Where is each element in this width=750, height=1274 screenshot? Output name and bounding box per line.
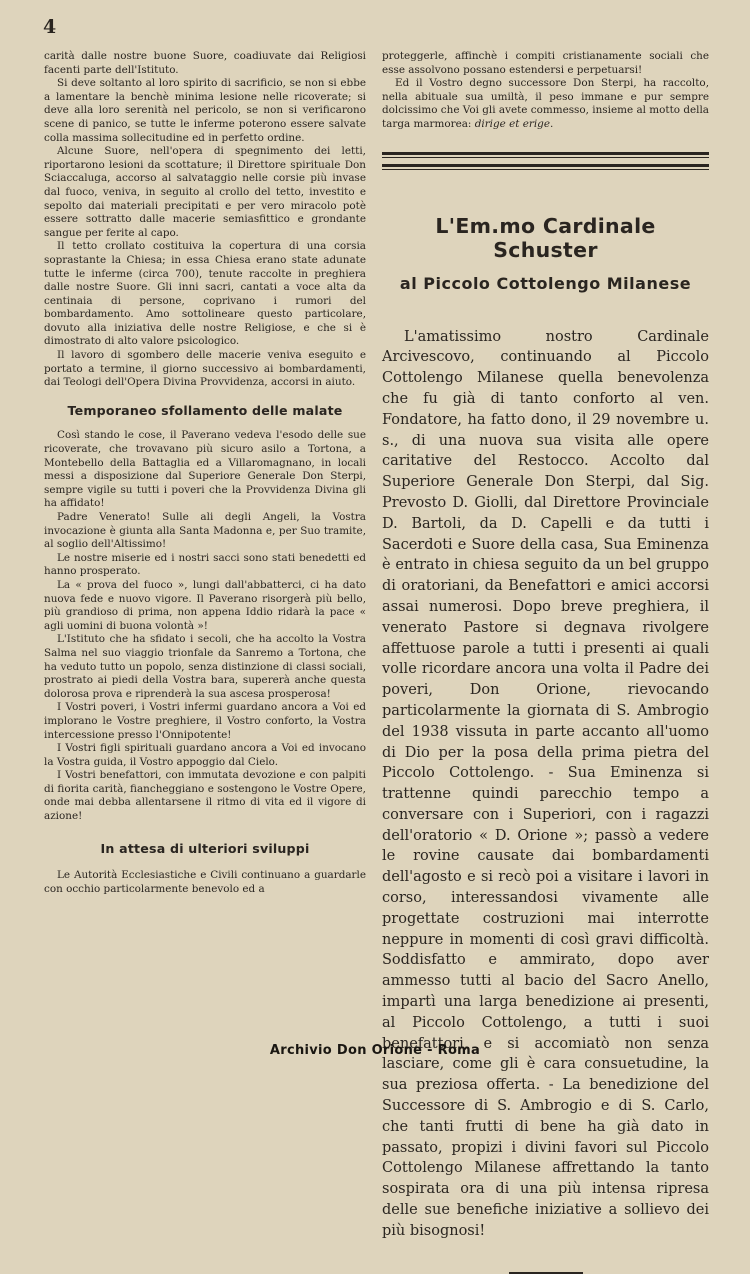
paragraph: Così stando le cose, il Paverano vedeva l'esodo delle sue ricoverate, che trovavano più sicuro asilo a Tortona, a Montebello della Battaglia ed a Villaromagnano, in locali messi a disposizione dal Superiore Generale Don Sterpi, sempre vigile su tutti i poveri che la Provvidenza Divina gli ha affidato! <box>44 429 366 510</box>
paragraph <box>382 77 709 131</box>
closing-text: Ed il Vostro degno successore Don Sterpi, ha raccolto, nella abituale sua umiltà, il peso immane e pur sempre dolcissimo che Voi gli avete commesso, insieme al motto della targa marmorea: <box>382 77 709 130</box>
paragraph: carità dalle nostre buone Suore, coadiuvate dai Religiosi facenti parte dell'Istituto. <box>44 50 366 76</box>
paragraph: Si deve soltanto al loro spirito di sacrificio, se non si ebbe a lamentare la benchè minima lesione nelle ricoverate; si deve alla loro serenità nel pericolo, se non si verificarono scene di panico, se tutte le inferme poterono essere salvate colla massima sollecitudine ed in perfetto ordine. <box>44 77 366 144</box>
article-title: L'Em.mo Cardinale Schuster <box>435 213 656 262</box>
end-rule <box>509 1272 583 1274</box>
paragraph: Il tetto crollato costituiva la copertura di una corsia soprastante la Chiesa; in essa Chiesa erano state adunate tutte le inferme (circa 700), tenute raccolte in preghiera dalle nostre Suore. Gli inni sacri, cantati a voce alta da centinaia di persone, coprivano i rumori del bombardamento. Amo sottolineare questo particolare, dovuto alla iniziativa delle nostre Religiose, e che si è dimostrato di alto valore psicologico. <box>44 240 366 348</box>
paragraph: Padre Venerato! Sulle ali degli Angeli, la Vostra invocazione è giunta alla Santa Madonna e, per Suo tramite, al soglio dell'Altissimo! <box>44 511 366 551</box>
paragraph: L'amatissimo nostro Cardinale Arcivescovo, continuando al Piccolo Cottolengo Milanese quella benevolenza che fu già di tanto conforto al ven. Fondatore, ha fatto dono, il 29 novembre u. s., di una nuova sua visita alle opere caritative del Restocco. Accolto dal Superiore Generale Don Sterpi, dal Sig. Prevosto D. Giolli, dal Direttore Provinciale D. Bartoli, da D. Capelli e da tutti i Sacerdoti e Suore della casa, Sua Eminenza è entrato in chiesa seguito da un bel gruppo di oratoriani, da Benefattori e amici accorsi assai numerosi. Dopo breve preghiera, il venerato Pastore si degnava rivolgere affettuose parole a tutti i presenti ai quali volle ricordare ancora una volta il Padre dei poveri, Don Orione, rievocando particolarmente la giornata di S. Ambrogio del 1938 vissuta in parte accanto all'uomo di Dio per la posa della prima pietra del Piccolo Cottolengo. - Sua Eminenza si trattenne quindi parecchio tempo a conversare con i Superiori, con i ragazzi dell'oratorio « D. Orione »; passò a vedere le rovine causate dai bombardamenti dell'agosto e si recò poi a visitare i lavori in corso, interessandosi vivamente alle progettate costruzioni mai interrotte neppure in momenti di così gravi difficoltà. Soddisfatto e ammirato, dopo aver ammesso tutti al bacio del Sacro Anello, impartì una larga benedizione ai presenti, al Piccolo Cottolengo, a tutti i suoi benefattori, e si accomiatò non senza lasciare, come gli è cara consuetudine, la sua preziosa offerta. - La benedizione del Successore di S. Ambrogio e di S. Carlo, che tanti frutti di bene ha già dato in passato, propizi i divini favori sul Piccolo Cottolengo Milanese affrettando la tanto sospirata ora di una più intensa ripresa delle sue benefiche iniziative a sollievo dei più bisognosi! <box>382 328 709 1239</box>
archive-footer: Archivio Don Orione - Roma <box>269 1043 481 1058</box>
page-number: 4 <box>43 16 57 38</box>
paragraph: Alcune Suore, nell'opera di spegnimento dei letti, riportarono lesioni da scottature; il Direttore spirituale Don Sciaccaluga, accorso al salvataggio nelle corsie più invase dal fuoco, veniva, in seguito al crollo del tetto, investito e sepolto dai materiali precipitati e per vero miracolo potè essere sottratto dalle macerie semiasfittico e grondante sangue per ferite al capo. <box>44 145 366 239</box>
paragraph: Il lavoro di sgombero delle macerie veniva eseguito e portato a termine, il giorno successivo ai bombardamenti, dai Teologi dell'Opera Divina Provvidenza, accorsi in aiuto. <box>44 349 366 389</box>
right-column <box>382 50 709 1274</box>
paragraph: proteggerle, affinchè i compiti cristianamente sociali che esse assolvono possano estendersi e perpetuarsi! <box>382 50 709 76</box>
paragraph: L'Istituto che ha sfidato i secoli, che ha accolto la Vostra Salma nel suo viaggio trionfale da Sanremo a Tortona, che ha veduto tutto un popolo, senza distinzione di classi sociali, prostrato ai piedi della Vostra bara, supererà anche questa dolorosa prova e riprenderà la sua ascesa prosperosa! <box>44 633 366 700</box>
paragraph: I Vostri benefattori, con immutata devozione e con palpiti di fiorita carità, fiancheggiano e sostengono le Vostre Opere, onde mai debba allentarsene il ritmo di vita ed il vigore di azione! <box>44 769 366 823</box>
paragraph: Le nostre miserie ed i nostri sacci sono stati benedetti ed hanno prosperato. <box>44 551 366 578</box>
paragraph: I Vostri figli spirituali guardano ancora a Voi ed invocano la Vostra guida, il Vostro appoggio dal Cielo. <box>44 742 366 768</box>
section-heading-temporaneo: Temporaneo sfollamento delle malate <box>67 402 343 418</box>
article-subtitle: al Piccolo Cottolengo Milanese <box>399 273 692 293</box>
divider-rule <box>382 164 709 170</box>
section-heading-attesa: In attesa di ulteriori sviluppi <box>100 840 310 856</box>
article-body <box>382 327 709 1242</box>
paragraph: I Vostri poveri, i Vostri infermi guardano ancora a Voi ed implorano le Vostre preghiere, il Vostro conforto, la Vostra intercessione presso l'Onnipotente! <box>44 701 366 741</box>
continuation-text <box>382 50 709 132</box>
left-column <box>44 50 366 896</box>
paragraph: Le Autorità Ecclesiastiche e Civili continuano a guardarle con occhio particolarmente benevolo ed a <box>44 869 366 895</box>
motto: dirige et erige. <box>474 117 554 130</box>
paragraph: La « prova del fuoco », lungi dall'abbatterci, ci ha dato nuova fede e nuovo vigore. Il Paverano risorgerà più bello, più grandioso di prima, non appena Iddio ridarà la pace « agli uomini di buona volontà »! <box>44 578 366 632</box>
divider-rule <box>382 152 709 158</box>
